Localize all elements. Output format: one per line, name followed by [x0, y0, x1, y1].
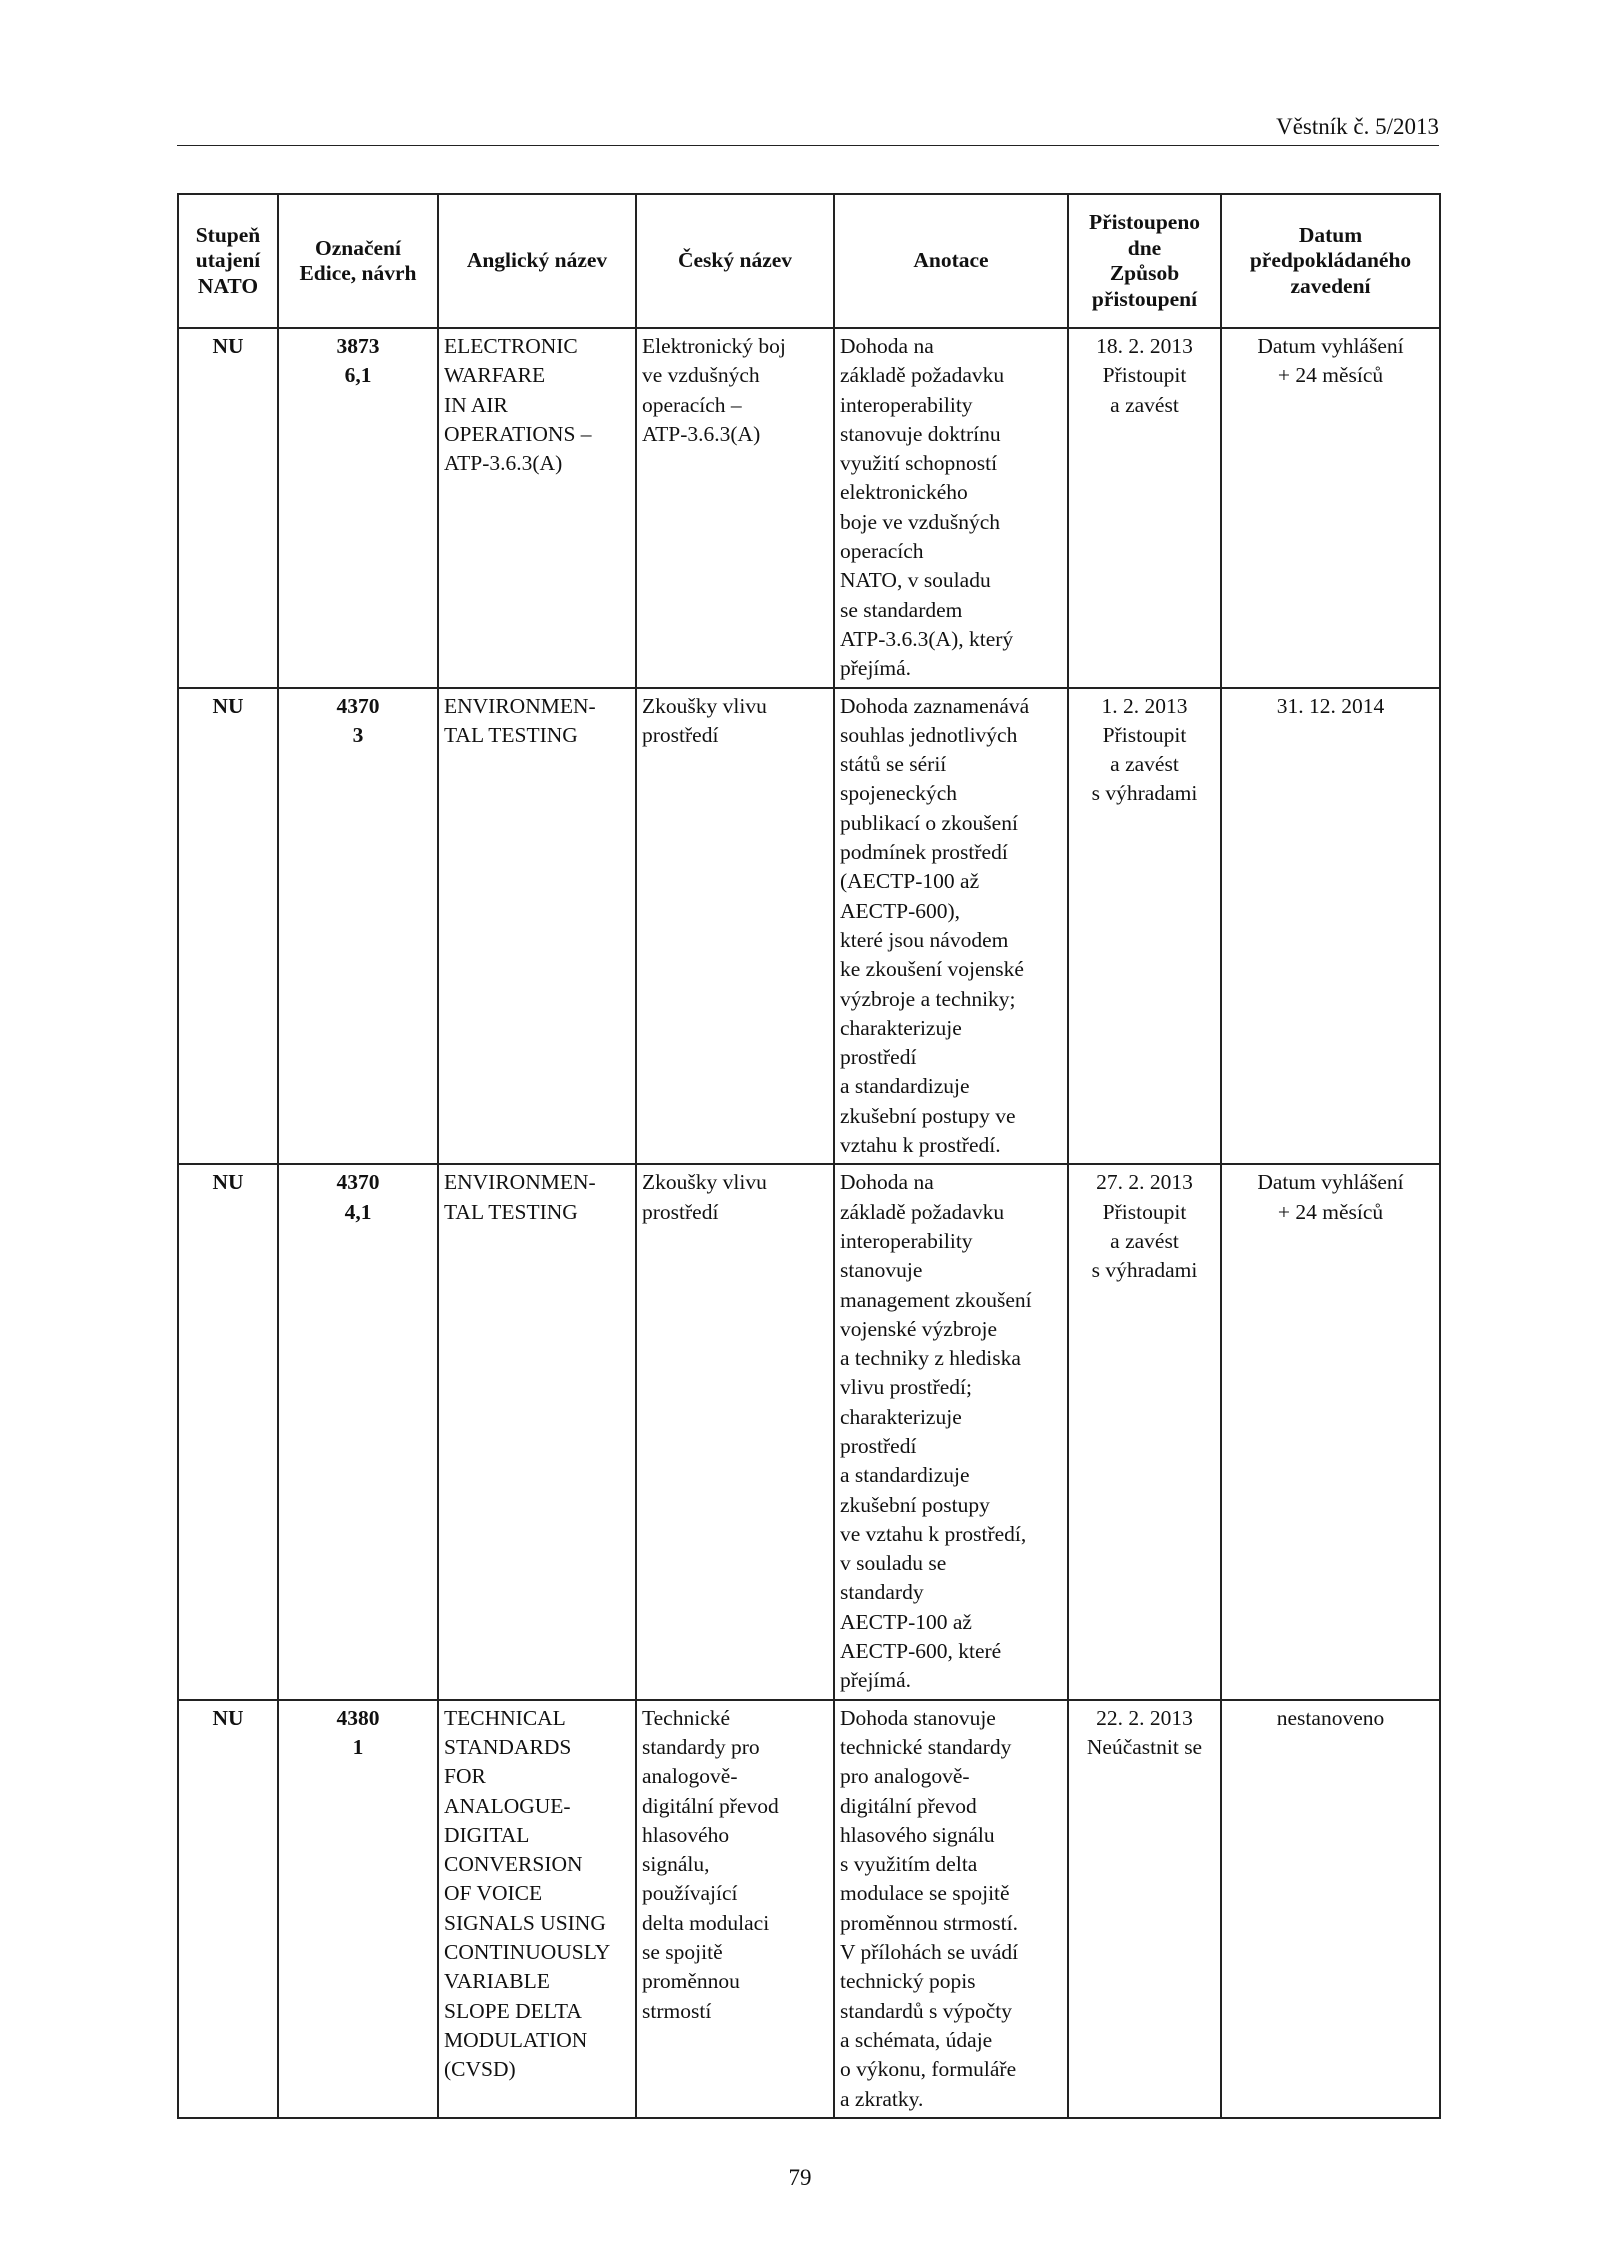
cell-anglicky-nazev: [438, 1700, 636, 2118]
cell-cesky-nazev: [636, 328, 834, 688]
cell-line: delta modulaci: [642, 1910, 770, 1935]
cell-line: V přílohách se uvádí: [840, 1940, 1019, 1965]
cell-line: a schémata, údaje: [840, 2027, 993, 2052]
cell-line: AECTP-600),: [840, 898, 961, 923]
cell-pristoupeno: [1068, 688, 1221, 1165]
cell-datum-zavedeni: [1221, 328, 1440, 688]
header-anglicky-nazev: [438, 194, 636, 328]
cell-line: Datum vyhlášení: [1257, 1170, 1404, 1195]
cell-line: prostředí: [840, 1433, 917, 1458]
cell-line: signálu,: [642, 1852, 710, 1877]
cell-line: stanovuje: [840, 1258, 923, 1283]
cell-line: DIGITAL: [444, 1822, 530, 1847]
cell-line: NATO: [197, 273, 259, 298]
table-row: [178, 328, 1440, 688]
cell-line: boje ve vzdušných: [840, 509, 1001, 534]
cell-line: OPERATIONS –: [444, 421, 592, 446]
cell-line: Elektronický boj: [642, 334, 786, 358]
cell-stupen: [178, 328, 278, 688]
cell-line: nestanoveno: [1276, 1705, 1385, 1730]
cell-line: utajení: [195, 248, 261, 273]
page-header-title: Věstník č. 5/2013: [1276, 114, 1439, 139]
cell-line: hlasového signálu: [840, 1822, 995, 1847]
cell-line: operacích: [840, 539, 924, 564]
cell-line: Přistoupit: [1102, 363, 1187, 388]
cell-line: AECTP-100 až: [840, 1609, 972, 1634]
header-stupen: [178, 194, 278, 328]
header-rule: [177, 145, 1439, 146]
cell-line: Přistoupeno: [1088, 210, 1201, 234]
cell-oznaceni: [278, 688, 438, 1165]
cell-line: a zavést: [1110, 1228, 1179, 1253]
cell-line: a standardizuje: [840, 1074, 970, 1099]
cell-line: (AECTP-100 až: [840, 869, 980, 894]
cell-line: Dohoda stanovuje: [840, 1705, 996, 1730]
cell-line: 22. 2. 2013: [1096, 1705, 1193, 1730]
cell-line: v souladu se: [840, 1551, 947, 1576]
cell-line: technické standardy: [840, 1734, 1012, 1759]
cell-line: Dohoda na: [840, 1170, 934, 1195]
cell-line: Zkoušky vlivu: [642, 693, 767, 718]
cell-stupen: [178, 1164, 278, 1699]
cell-line: využití schopností: [840, 451, 998, 476]
cell-anglicky-nazev: [438, 1164, 636, 1699]
cell-line: a zavést: [1110, 392, 1179, 417]
cell-line: ve vztahu k prostředí,: [840, 1521, 1027, 1546]
cell-line: s výhradami: [1091, 1258, 1198, 1283]
cell-line: charakterizuje: [840, 1015, 962, 1040]
cell-oznaceni: [278, 1700, 438, 2118]
cell-line: NATO, v souladu: [840, 568, 991, 593]
cell-line: 31. 12. 2014: [1276, 693, 1385, 718]
cell-line: se standardem: [840, 597, 963, 622]
cell-line: které jsou návodem: [840, 927, 1009, 952]
cell-pristoupeno: [1068, 328, 1221, 688]
cell-line: NU: [212, 693, 244, 718]
cell-line: ENVIRONMEN-: [444, 693, 596, 718]
cell-line: charakterizuje: [840, 1404, 962, 1429]
cell-line: Edice, návrh: [299, 261, 417, 285]
cell-line: CONVERSION: [444, 1852, 583, 1877]
cell-line: hlasového: [642, 1822, 730, 1847]
cell-line: proměnnou strmostí.: [840, 1910, 1018, 1935]
cell-line: 4380: [336, 1705, 380, 1730]
cell-line: SLOPE DELTA: [444, 1998, 582, 2023]
cell-line: Neúčastnit se: [1086, 1734, 1203, 1759]
cell-line: interoperability: [840, 392, 973, 417]
table-body: [178, 328, 1440, 2118]
cell-line: analogově-: [642, 1764, 738, 1789]
cell-line: VARIABLE: [444, 1969, 550, 1994]
cell-line: ke zkoušení vojenské: [840, 957, 1024, 982]
cell-line: Dohoda na: [840, 334, 934, 358]
header-pristoupeno: [1068, 194, 1221, 328]
cell-line: o výkonu, formuláře: [840, 2057, 1017, 2082]
cell-line: NU: [212, 334, 244, 358]
cell-cesky-nazev: [636, 1164, 834, 1699]
header-anotace: [834, 194, 1068, 328]
cell-line: zkušební postupy: [840, 1492, 990, 1517]
cell-line: 6,1: [344, 363, 372, 388]
cell-line: ATP-3.6.3(A): [444, 451, 563, 476]
cell-line: 3873: [336, 334, 380, 358]
cell-line: OF VOICE: [444, 1881, 543, 1906]
cell-line: 1: [352, 1734, 364, 1759]
cell-line: Anotace: [913, 248, 989, 273]
cell-line: FOR: [444, 1764, 486, 1789]
cell-line: ve vzdušných: [642, 363, 760, 388]
cell-line: elektronického: [840, 480, 968, 505]
cell-line: Způsob: [1109, 261, 1180, 285]
cell-line: ENVIRONMEN-: [444, 1170, 596, 1195]
cell-line: Datum: [1298, 222, 1363, 247]
cell-cesky-nazev: [636, 1700, 834, 2118]
cell-anotace: [834, 1164, 1068, 1699]
cell-line: ATP-3.6.3(A), který: [840, 626, 1014, 651]
cell-line: se spojitě: [642, 1940, 723, 1965]
page-number: 79: [788, 2165, 812, 2190]
cell-datum-zavedeni: [1221, 1164, 1440, 1699]
cell-pristoupeno: [1068, 1164, 1221, 1699]
cell-line: stanovuje doktrínu: [840, 421, 1001, 446]
cell-anglicky-nazev: [438, 688, 636, 1165]
cell-line: strmostí: [642, 1998, 712, 2023]
cell-line: + 24 měsíců: [1277, 363, 1384, 388]
cell-line: NU: [212, 1170, 244, 1195]
cell-line: NU: [212, 1705, 244, 1730]
cell-line: a techniky z hlediska: [840, 1346, 1021, 1371]
cell-line: používající: [642, 1881, 738, 1906]
cell-line: prostředí: [642, 722, 719, 747]
cell-line: 27. 2. 2013: [1096, 1170, 1193, 1195]
cell-line: Zkoušky vlivu: [642, 1170, 767, 1195]
cell-line: management zkoušení: [840, 1287, 1032, 1312]
cell-line: Přistoupit: [1102, 722, 1187, 747]
cell-line: SIGNALS USING: [444, 1910, 606, 1935]
cell-line: prostředí: [642, 1199, 719, 1224]
cell-line: přistoupení: [1091, 286, 1198, 311]
cell-line: + 24 měsíců: [1277, 1199, 1384, 1224]
cell-line: vojenské výzbroje: [840, 1316, 998, 1341]
cell-line: s využitím delta: [840, 1852, 978, 1877]
cell-line: (CVSD): [444, 2057, 516, 2082]
cell-line: a standardizuje: [840, 1463, 970, 1488]
cell-anotace: [834, 328, 1068, 688]
cell-line: TAL TESTING: [444, 1199, 578, 1224]
header-oznaceni: [278, 194, 438, 328]
cell-anotace: [834, 1700, 1068, 2118]
cell-line: digitální převod: [840, 1793, 977, 1818]
cell-line: Stupeň: [195, 222, 261, 247]
cell-line: 3: [352, 722, 364, 747]
cell-line: vztahu k prostředí.: [840, 1133, 1001, 1158]
cell-line: Označení: [315, 235, 401, 260]
cell-line: AECTP-600, které: [840, 1639, 1002, 1664]
cell-line: výzbroje a techniky;: [840, 986, 1016, 1011]
cell-line: standardy: [840, 1580, 924, 1605]
cell-line: států se sérií: [840, 752, 947, 777]
cell-line: 4370: [336, 1170, 380, 1195]
table-row: [178, 688, 1440, 1165]
cell-line: prostředí: [840, 1045, 917, 1070]
cell-datum-zavedeni: [1221, 688, 1440, 1165]
cell-line: Anglický název: [466, 248, 608, 273]
cell-stupen: [178, 688, 278, 1165]
table-row: [178, 1700, 1440, 2118]
cell-line: technický popis: [840, 1969, 976, 1994]
cell-line: přejímá.: [840, 656, 912, 681]
cell-line: TECHNICAL: [444, 1705, 566, 1730]
cell-line: digitální převod: [642, 1793, 779, 1818]
cell-line: TAL TESTING: [444, 722, 578, 747]
cell-anglicky-nazev: [438, 328, 636, 688]
cell-line: standardů s výpočty: [840, 1998, 1012, 2023]
cell-line: přejímá.: [840, 1668, 912, 1693]
cell-line: operacích –: [642, 392, 742, 417]
cell-line: interoperability: [840, 1228, 973, 1253]
cell-line: Přistoupit: [1102, 1199, 1187, 1224]
cell-datum-zavedeni: [1221, 1700, 1440, 2118]
cell-line: předpokládaného: [1249, 248, 1412, 273]
cell-line: CONTINUOUSLY: [444, 1940, 611, 1965]
cell-line: ELECTRONIC: [444, 334, 578, 358]
cell-line: proměnnou: [642, 1969, 740, 1994]
table-header-row: [178, 194, 1440, 328]
cell-line: WARFARE: [444, 363, 546, 388]
cell-line: IN AIR: [444, 392, 508, 417]
cell-oznaceni: [278, 1164, 438, 1699]
cell-line: spojeneckých: [840, 781, 958, 806]
cell-line: Český název: [677, 248, 793, 273]
cell-line: 18. 2. 2013: [1096, 334, 1193, 358]
cell-line: základě požadavku: [840, 363, 1005, 388]
cell-line: s výhradami: [1091, 781, 1198, 806]
cell-line: pro analogově-: [840, 1764, 970, 1789]
cell-line: podmínek prostředí: [840, 840, 1008, 865]
cell-line: zkušební postupy ve: [840, 1103, 1016, 1128]
cell-oznaceni: [278, 328, 438, 688]
cell-line: 4,1: [344, 1199, 372, 1224]
header-datum-zavedeni: [1221, 194, 1440, 328]
cell-line: modulace se spojitě: [840, 1881, 1010, 1906]
cell-line: Technické: [642, 1705, 731, 1730]
cell-cesky-nazev: [636, 688, 834, 1165]
cell-line: STANDARDS: [444, 1734, 572, 1759]
cell-line: 4370: [336, 693, 380, 718]
cell-line: 1. 2. 2013: [1101, 693, 1188, 718]
table-row: [178, 1164, 1440, 1699]
cell-line: základě požadavku: [840, 1199, 1005, 1224]
cell-line: ATP-3.6.3(A): [642, 421, 761, 446]
cell-line: souhlas jednotlivých: [840, 722, 1018, 747]
cell-line: publikací o zkoušení: [840, 810, 1018, 835]
cell-line: vlivu prostředí;: [840, 1375, 972, 1400]
cell-line: ANALOGUE-: [444, 1793, 571, 1818]
standards-table: [177, 193, 1441, 2119]
cell-line: dne: [1127, 235, 1162, 260]
cell-line: a zkratky.: [840, 2086, 924, 2111]
cell-line: a zavést: [1110, 752, 1179, 777]
cell-line: standardy pro: [642, 1734, 760, 1759]
cell-line: Datum vyhlášení: [1257, 334, 1404, 358]
cell-line: zavedení: [1290, 273, 1371, 298]
cell-line: MODULATION: [444, 2027, 588, 2052]
cell-anotace: [834, 688, 1068, 1165]
cell-pristoupeno: [1068, 1700, 1221, 2118]
cell-stupen: [178, 1700, 278, 2118]
cell-line: Dohoda zaznamenává: [840, 693, 1030, 718]
header-cesky-nazev: [636, 194, 834, 328]
